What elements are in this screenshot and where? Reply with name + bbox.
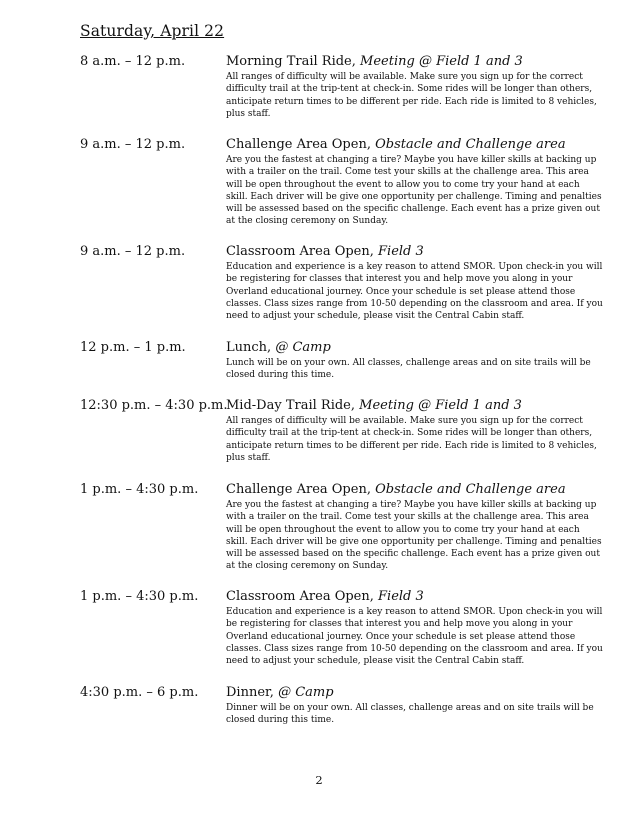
event-content (226, 589, 604, 667)
event-title: Classroom Area Open, (226, 589, 374, 604)
event-location: @ Camp (275, 340, 331, 355)
event-time: 9 a.m. – 12 p.m. (80, 244, 186, 259)
event-time: 1 p.m. – 4:30 p.m. (80, 482, 199, 497)
event-description: Education and experience is a key reason to attend SMOR. Upon check-in you will be registering for classes that interest you and help move you along in your Overland educational journey. Once your schedule is set please attend those classes. Class sizes range from 10-50 depending on the classroom and area. If you need to adjust your schedule, please visit the Central Cabin staff. (226, 607, 603, 667)
event-time: 1 p.m. – 4:30 p.m. (80, 589, 199, 604)
event-title: Dinner, (226, 685, 274, 700)
event-content (226, 482, 604, 573)
event-time: 9 a.m. – 12 p.m. (80, 137, 186, 152)
page-number: 2 (315, 773, 323, 787)
event-time: 8 a.m. – 12 p.m. (80, 54, 186, 69)
event-title-line (226, 398, 604, 414)
event-time: 4:30 p.m. – 6 p.m. (80, 685, 199, 700)
event-description: Are you the fastest at changing a tire? Maybe you have killer skills at backing up with a trailer on the trail. Come test your skills at the challenge area. This area will be open throughout the event to allow you to come try your hand at each skill. Each driver will be give one opportunity per challenge. Timing and penalties will be assessed based on the specific challenge. Each event has a prize given out at the closing ceremony on Sunday. (226, 500, 602, 572)
event-location: Field 3 (378, 244, 424, 259)
event-location: Meeting @ Field 1 and 3 (360, 54, 523, 69)
event-title: Challenge Area Open, (226, 137, 371, 152)
event-title: Mid-Day Trail Ride, (226, 398, 356, 413)
event-content (226, 398, 604, 464)
event-location: Obstacle and Challenge area (375, 482, 566, 497)
event-title: Challenge Area Open, (226, 482, 371, 497)
event-description: Dinner will be on your own. All classes, challenge areas and on site trails will be closed during this time. (226, 703, 594, 726)
event-time: 12:30 p.m. – 4:30 p.m. (80, 398, 228, 413)
event-title-line (226, 482, 604, 498)
event-content (226, 340, 604, 382)
event-title: Morning Trail Ride, (226, 54, 356, 69)
event-description: Education and experience is a key reason to attend SMOR. Upon check-in you will be registering for classes that interest you and help move you along in your Overland educational journey. Once your schedule is set please attend those classes. Class sizes range from 10-50 depending on the classroom and area. If you need to adjust your schedule, please visit the Central Cabin staff. (226, 262, 603, 322)
event-location: Meeting @ Field 1 and 3 (359, 398, 522, 413)
event-title: Classroom Area Open, (226, 244, 374, 259)
event-title-line (226, 589, 604, 605)
day-heading: Saturday, April 22 (80, 22, 225, 40)
event-content (226, 137, 604, 228)
event-title: Lunch, (226, 340, 272, 355)
event-title-line (226, 340, 604, 356)
event-description: All ranges of difficulty will be available. Make sure you sign up for the correct difficulty trail at the trip-tent at check-in. Some rides will be longer than others, anticipate return times to be different per ride. Each ride is limited to 8 vehicles, plus staff. (226, 416, 597, 463)
event-content (226, 54, 604, 120)
event-description: Are you the fastest at changing a tire? Maybe you have killer skills at backing up with a trailer on the trail. Come test your skills at the challenge area. This area will be open throughout the event to allow you to come try your hand at each skill. Each driver will be give one opportunity per challenge. Timing and penalties will be assessed based on the specific challenge. Each event has a prize given out at the closing ceremony on Sunday. (226, 155, 602, 227)
event-location: Obstacle and Challenge area (375, 137, 566, 152)
event-description: All ranges of difficulty will be available. Make sure you sign up for the correct difficulty trail at the trip-tent at check-in. Some rides will be longer than others, anticipate return times to be different per ride. Each ride is limited to 8 vehicles, plus staff. (226, 72, 597, 119)
event-time: 12 p.m. – 1 p.m. (80, 340, 186, 355)
event-title-line (226, 54, 604, 70)
event-location: Field 3 (378, 589, 424, 604)
event-location: @ Camp (278, 685, 334, 700)
event-title-line (226, 685, 604, 701)
event-title-line (226, 137, 604, 153)
event-description: Lunch will be on your own. All classes, challenge areas and on site trails will be closed during this time. (226, 358, 591, 381)
event-content (226, 244, 604, 322)
event-title-line (226, 244, 604, 260)
event-content (226, 685, 604, 727)
